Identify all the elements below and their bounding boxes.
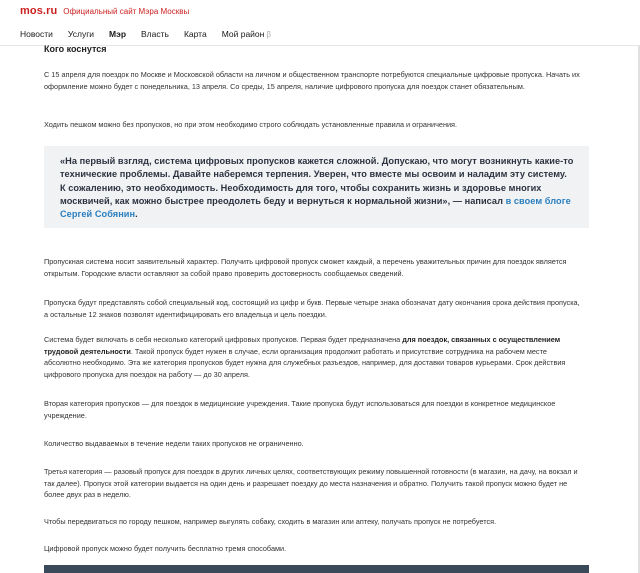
article-paragraph: Пропускная система носит заявительный характер. Получить цифровой пропуск сможет каждый, а перечень уважительных причин для поездок является открытым. Городские власти оставляют за собой право проверить достоверность сообщаемых сведений. (44, 257, 567, 278)
article-paragraph: Пропуска будут представлять собой специальный код, состоящий из цифр и букв. Первые четыре знака обозначат дату окончания срока действия пропуска, а остальные 12 знаков позволят идентифицировать его владельца и цель поездки. (44, 298, 580, 319)
p5-end: . Такой пропуск будет нужен в случае, если организация продолжит работать и присутствие сотрудника на рабочем месте абсолютно необходимо. Эта же категория пропусков будет нужна для служебных разъездов, например, для доставки товаров курьерами. Срок действия цифрового пропуска для поездок на работу — до 30 апреля. (44, 346, 566, 379)
mayor-blog-link[interactable]: в своем блоге Сергей Собянин (60, 195, 571, 220)
site-header (0, 0, 640, 22)
nav-item-news[interactable]: Новости (20, 28, 53, 39)
article-paragraph: Чтобы передвигаться по городу пешком, например выгулять собаку, сходить в магазин или аптеку, получать пропуск не потребуется. (44, 517, 497, 526)
quote-text (60, 155, 575, 221)
p5-start: Система будет включать в себя несколько категорий цифровых пропусков. Первая будет предназначена (44, 335, 403, 344)
quote-block (44, 146, 589, 228)
nav-item-government[interactable]: Власть (141, 28, 169, 39)
article-paragraph: Третья категория — разовый пропуск для поездок в других личных целях, соответствующих режиму повышенной готовности (в магазин, на дачу, на вокзал и так далее). Пропуск этой категории выдается на один день и разрешает поездку до места назначения и обратно. Получить такой пропуск можно будет не более двух раз в неделю. (44, 467, 578, 499)
article-paragraph: С 15 апреля для поездок по Москве и Московской области на личном и общественном транспорте потребуются специальные цифровые пропуска. Начать их оформление можно будет с понедельника, 13 апреля. Со среды, 15 апреля, наличие цифрового пропуска для поездок станет обязательным. (44, 70, 580, 91)
nav-item-my-district-label: Мой район (221, 28, 265, 39)
nav-item-map[interactable]: Карта (183, 28, 207, 39)
nav-item-my-district[interactable] (222, 29, 271, 39)
p5-bold-term: для поездок, связанных с осуществлением трудовой деятельности (44, 335, 561, 356)
quote-end: . (135, 209, 138, 220)
info-banner (44, 565, 589, 573)
site-title[interactable]: Официальный сайт Мэра Москвы (63, 6, 190, 16)
section-heading: Кого коснутся (44, 44, 107, 54)
article-paragraph: Вторая категория пропусков — для поездок в медицинские учреждения. Такие пропуска будут использоваться для поездки в конкретное медицинское учреждение. (44, 399, 556, 420)
article-paragraph: Ходить пешком можно без пропусков, но при этом необходимо строго соблюдать установленные правила и ограничения. (44, 120, 458, 129)
nav-item-mayor[interactable]: Мэр (109, 28, 127, 39)
article-paragraph: Цифровой пропуск можно будет получить бесплатно тремя способами. (44, 544, 287, 553)
quote-body: «На первый взгляд, система цифровых пропусков кажется сложной. Допускаю, что могут возникнуть какие-то технические проблемы. Давайте наберемся терпения. Уверен, что вместе мы освоим и наладим эту систему. К сожалению, это необходимость. Необходимость для того, чтобы сохранить жизнь и здоровье многих москвичей, как можно быстрее преодолеть беду и вернуться к нормальной жизни», — написал (60, 156, 574, 206)
nav-item-services[interactable]: Услуги (67, 28, 95, 39)
site-logo[interactable]: mos.ru (20, 5, 58, 17)
article-paragraph (44, 334, 584, 380)
beta-badge: β (266, 29, 271, 39)
article-paragraph: Количество выдаваемых в течение недели таких пропусков не ограниченно. (44, 439, 304, 448)
